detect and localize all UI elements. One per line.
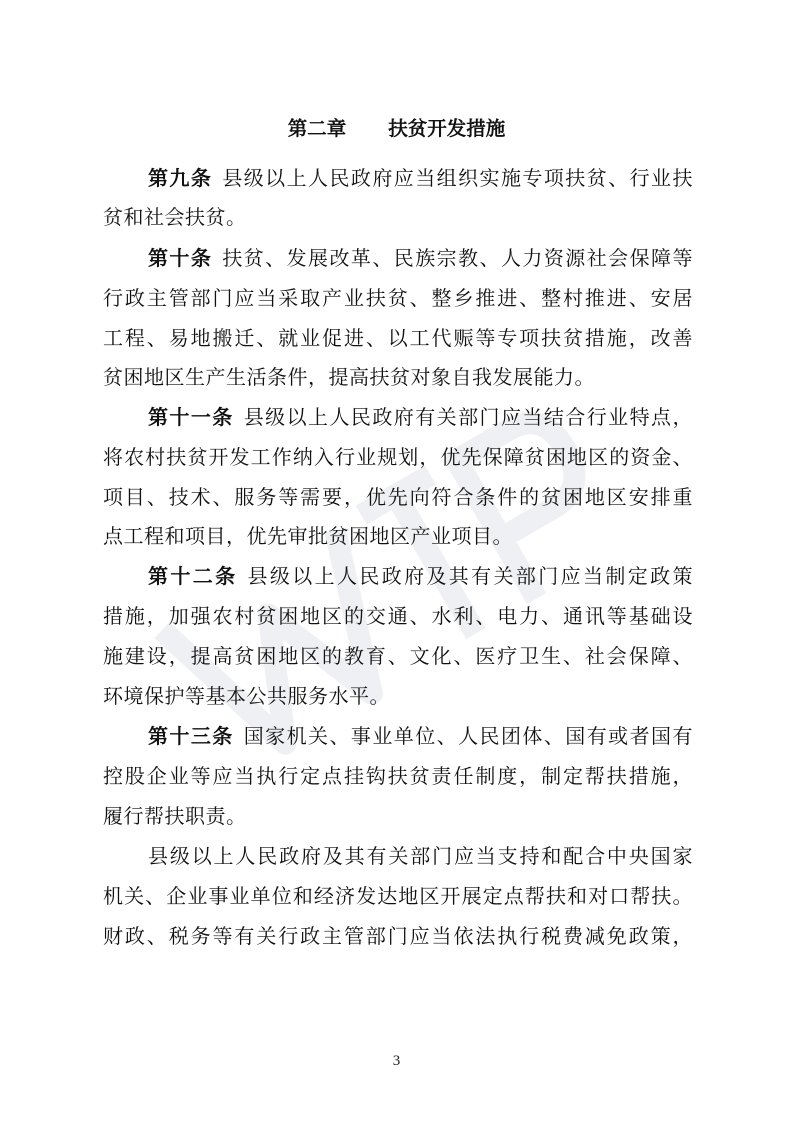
page-number: 3 — [392, 1053, 401, 1069]
article-10-line-4: 贫困地区生产生活条件，提高扶贫对象自我发展能力。 — [103, 365, 595, 389]
article-10-line-1: 第十条 扶贫、发展改革、民族宗教、人力资源社会保障等 — [148, 246, 693, 270]
article-11-line-2: 将农村扶贫开发工作纳入行业规划，优先保障贫困地区的资金、 — [103, 445, 693, 469]
paragraph-support-line-1: 县级以上人民政府及其有关部门应当支持和配合中央国家 — [148, 844, 693, 868]
article-9-line-1: 第九条 县级以上人民政府应当组织实施专项扶贫、行业扶 — [148, 166, 693, 190]
article-11-line-3: 项目、技术、服务等需要，优先向符合条件的贫困地区安排重 — [103, 485, 693, 509]
article-13-line-3: 履行帮扶职责。 — [103, 804, 247, 828]
article-12-line-2: 措施，加强农村贫困地区的交通、水利、电力、通讯等基础设 — [103, 604, 693, 628]
chapter-heading — [0, 112, 793, 146]
article-13-line-1: 第十三条 国家机关、事业单位、人民团体、国有或者国有 — [148, 724, 693, 748]
article-9-line-2: 贫和社会扶贫。 — [103, 205, 247, 229]
article-12-keyword: 第十二条 — [148, 564, 238, 588]
article-10-keyword: 第十条 — [148, 246, 213, 270]
chapter-title: 扶贫开发措施 — [388, 117, 506, 140]
article-13-keyword: 第十三条 — [148, 724, 234, 748]
article-9-keyword: 第九条 — [148, 166, 213, 190]
paragraph-support-line-3: 财政、税务等有关行政主管部门应当依法执行税费减免政策， — [103, 924, 693, 948]
paragraph-support-line-2: 机关、企业事业单位和经济发达地区开展定点帮扶和对口帮扶。 — [103, 884, 693, 908]
article-13-line-2: 控股企业等应当执行定点挂钩扶贫责任制度，制定帮扶措施， — [103, 764, 693, 788]
article-11-keyword: 第十一条 — [148, 405, 234, 429]
article-10-line-3: 工程、易地搬迁、就业促进、以工代赈等专项扶贫措施，改善 — [103, 326, 693, 350]
article-12-line-4: 环境保护等基本公共服务水平。 — [103, 684, 390, 708]
article-11-line-4: 点工程和项目，优先审批贫困地区产业项目。 — [103, 524, 513, 548]
article-11-line-1: 第十一条 县级以上人民政府有关部门应当结合行业特点， — [148, 405, 693, 429]
article-12-line-1: 第十二条 县级以上人民政府及其有关部门应当制定政策 — [148, 564, 694, 588]
article-10-line-2: 行政主管部门应当采取产业扶贫、整乡推进、整村推进、安居 — [103, 286, 693, 310]
chapter-number: 第二章 — [287, 117, 347, 140]
article-12-line-3: 施建设，提高贫困地区的教育、文化、医疗卫生、社会保障、 — [103, 644, 693, 668]
